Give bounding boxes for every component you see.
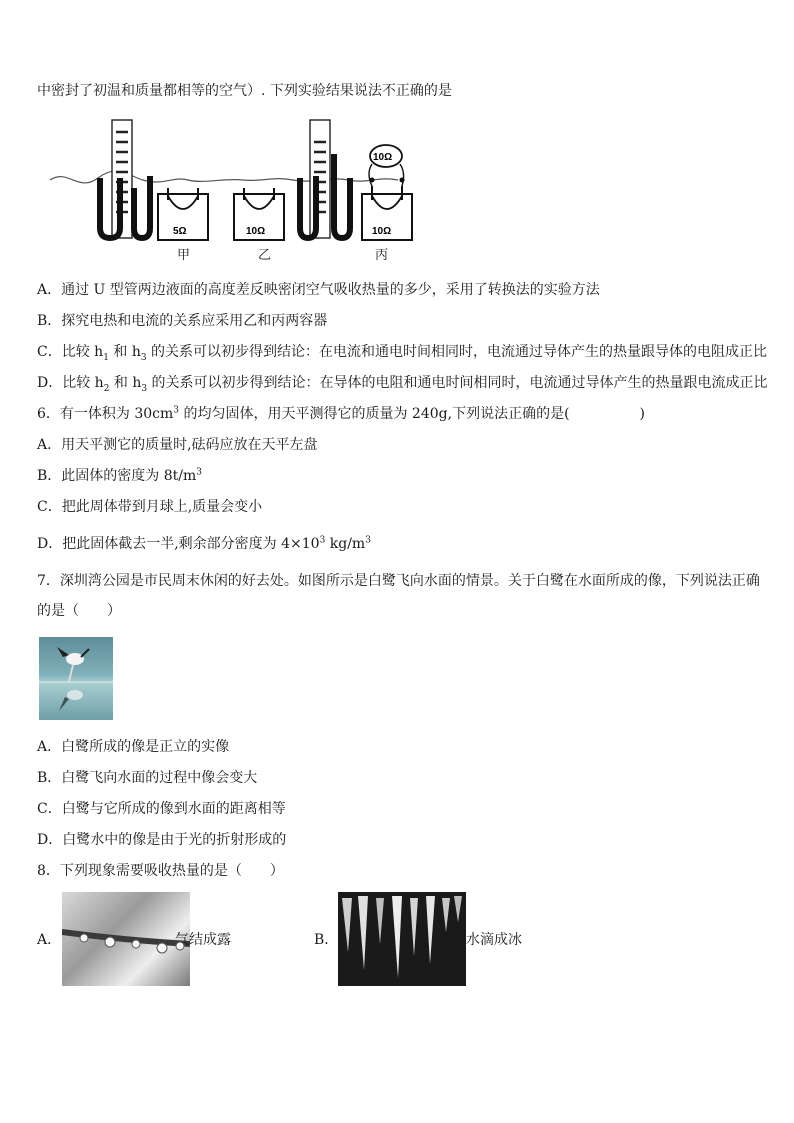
q8-option-a-text: 气结成露 xyxy=(175,932,231,948)
figure-label-jia: 甲 xyxy=(177,248,191,263)
resistor-label-bing: 10Ω xyxy=(372,226,392,237)
external-resistor-label: 10Ω xyxy=(373,152,393,163)
container-jia xyxy=(158,188,208,240)
external-resistor xyxy=(369,145,405,186)
q5-intro: 中密封了初温和质量都相等的空气）. 下列实验结果说法不正确的是 xyxy=(37,83,452,99)
container-yi xyxy=(234,188,284,240)
q6-option-c: C．把此周体带到月球上,质量会变小 xyxy=(37,499,263,515)
figure-label-yi: 乙 xyxy=(258,248,272,263)
q5-option-b: B．探究电热和电流的关系应采用乙和丙两容器 xyxy=(37,313,328,329)
q7-option-a: A．白鹭所成的像是正立的实像 xyxy=(37,739,230,755)
container-bing xyxy=(362,186,412,240)
q8-option-b-text: 水滴成冰 xyxy=(466,932,522,948)
q8-option-a-letter: A． xyxy=(37,932,62,948)
q7-stem-line2: 的是（ ） xyxy=(37,603,121,619)
q6-stem: 6．有一体积为 $30cm^3$ 的均匀固体，用天平测得它的质量为 240g,下列说法正确的是( ) xyxy=(37,405,645,422)
dew-photo xyxy=(62,892,190,986)
q6-option-d: D．把此固体截去一半,剩余部分密度为 $4\times 10^3$ $kg/m^3$ xyxy=(37,535,371,552)
q6-option-a: A．用天平测它的质量时,砝码应放在天平左盘 xyxy=(37,437,318,453)
egret-photo xyxy=(39,637,113,720)
q7-option-b: B．白鹭飞向水面的过程中像会变大 xyxy=(37,770,258,786)
resistor-label-yi: 10Ω xyxy=(246,226,266,237)
resistor-label-jia: 5Ω xyxy=(173,226,187,237)
q7-stem-line1: 7．深圳湾公园是市民周末休闲的好去处。如图所示是白鹭飞向水面的情景。关于白鹭在水面所成的像，下列说法正确 xyxy=(37,573,760,589)
q7-option-c: C．白鹭与它所成的像到水面的距离相等 xyxy=(37,801,286,817)
figure-label-bing: 丙 xyxy=(375,248,389,263)
icicle-photo xyxy=(338,892,466,986)
q5-option-a: A．通过 U 型管两边液面的高度差反映密闭空气吸收热量的多少，采用了转换法的实验方法 xyxy=(37,282,600,298)
q8-stem: 8．下列现象需要吸收热量的是（ ） xyxy=(37,863,284,879)
q6-option-b: B．此固体的密度为 $8t/m^3$ xyxy=(37,467,202,484)
q5-option-c: C．比较 $h_1$ 和 $h_3$ 的关系可以初步得到结论：在电流和通电时间相同时，电流通过导体产生的热量跟导体的电阻成正比 xyxy=(37,344,768,363)
q5-option-d: D．比较 $h_2$ 和 $h_3$ 的关系可以初步得到结论：在导体的电阻和通电时间相同时，电流通过导体产生的热量跟电流成正比 xyxy=(37,375,768,394)
q5-experiment-figure xyxy=(48,118,418,268)
q8-option-b-letter: B． xyxy=(314,932,339,948)
q7-option-d: D．白鹭水中的像是由于光的折射形成的 xyxy=(37,832,287,848)
